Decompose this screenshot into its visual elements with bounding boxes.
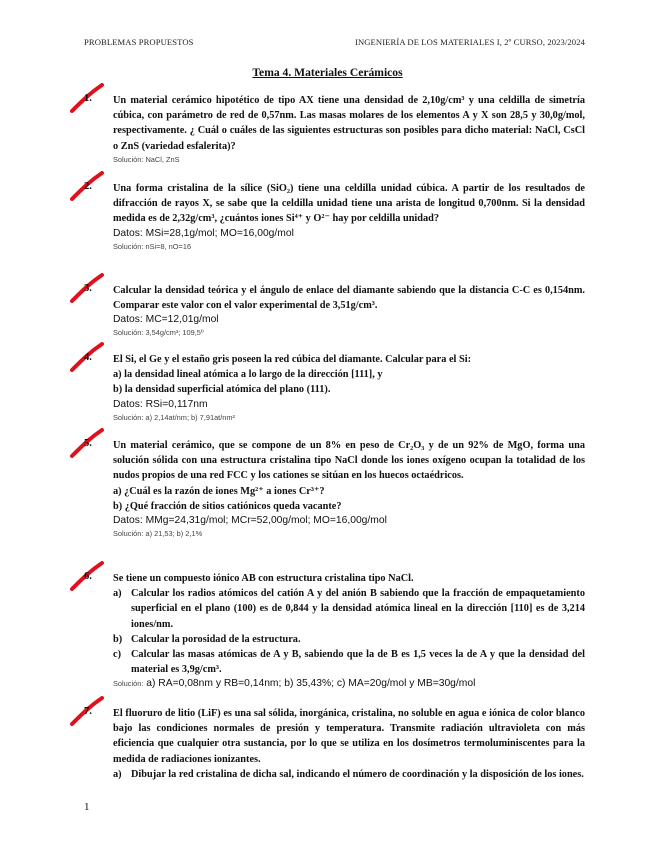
item-letter: b) xyxy=(113,633,123,645)
problem-statement: El fluoruro de litio (LiF) es una sal sólida, inorgánica, cristalina, no soluble en agua e iónica de color blanco bajo las condiciones normales de presión y temperatura. Transmite radiación ultravioleta con más eficiencia que cualquier otra sustancia, por lo que se utiliza en los dosímetros termoluminiscentes para la medida de radiaciones ionizantes. xyxy=(113,708,585,765)
problem-statement: Una forma cristalina de la sílice (SiO₂) tiene una celdilla unidad cúbica. A partir de los resultados de difracción de rayos X, se sabe que la celdilla unidad tiene una arista de longitud 0,700nm. Si la densidad medida es de 2,32g/cm³, ¿cuántos iones Si⁴⁺ y O²⁻ hay por celdilla unidad? xyxy=(113,183,585,225)
data-line: Datos: MSi=28,1g/mol; MO=16,00g/mol xyxy=(113,227,294,239)
data-line: Datos: RSi=0,117nm xyxy=(113,398,208,410)
problem-statement: El Si, el Ge y el estaño gris poseen la red cúbica del diamante. Calcular para el Si: xyxy=(113,354,471,365)
item-text: Dibujar la red cristalina de dicha sal, indicando el número de coordinación y la disposición de los iones. xyxy=(131,768,584,780)
problem-7 xyxy=(84,706,585,782)
problem-number: 5. xyxy=(84,438,92,449)
problem-statement: Un material cerámico, que se compone de un 8% en peso de Cr₂O₃ y de un 92% de MgO, forma una solución sólida con una estructura cristalina tipo NaCl donde los iones oxígeno ocupan la totalidad de los nudos propios de una red FCC y los cationes se sitúan en los huecos octaédricos. xyxy=(113,440,585,482)
problem-item: b) la densidad superficial atómica del plano (111). xyxy=(113,384,331,396)
solution: Solución: NaCl, ZnS xyxy=(113,154,180,164)
problem-item xyxy=(113,647,585,677)
item-letter: c) xyxy=(113,649,121,661)
problem-item xyxy=(113,586,585,632)
item-text: Calcular las masas atómicas de A y B, sabiendo que la de B es 1,5 veces la de A y que la densidad del material es 3,9g/cm³. xyxy=(131,649,585,676)
problem-number: 2. xyxy=(84,181,92,192)
data-line: Datos: MC=12,01g/mol xyxy=(113,314,219,326)
solution: Solución: nSi=8, nO=16 xyxy=(113,241,192,251)
problem-2 xyxy=(84,181,585,253)
page-number: 1 xyxy=(84,801,90,813)
page-title: Tema 4. Materiales Cerámicos xyxy=(252,66,403,79)
data-line: Datos: MMg=24,31g/mol; MCr=52,00g/mol; MO=16,00g/mol xyxy=(113,515,387,527)
problem-3 xyxy=(84,283,585,339)
item-text: Calcular los radios atómicos del catión A y del anión B sabiendo que la fracción de empaquetamiento superficial en el plano (100) es de 0,844 y la densidad atómica lineal en la dirección [110] es de 3,214 iones/nm. xyxy=(131,588,585,630)
problem-number: 4. xyxy=(84,352,92,363)
problem-6 xyxy=(84,571,585,691)
problem-5 xyxy=(84,438,585,540)
problem-4 xyxy=(84,352,585,424)
header-left: PROBLEMAS PROPUESTOS xyxy=(84,37,194,47)
solution: Solución: 3,54g/cm³; 109,5º xyxy=(113,328,204,338)
item-text: Calcular la porosidad de la estructura. xyxy=(131,633,301,645)
problem-number: 7. xyxy=(84,706,92,717)
solution-text: a) RA=0,08nm y RB=0,14nm; b) 35,43%; c) MA=20g/mol y MB=30g/mol xyxy=(146,678,476,690)
problem-item xyxy=(113,632,585,647)
solution: Solución: a) 2,14at/nm; b) 7,91at/nm² xyxy=(113,412,236,422)
problem-item: a) la densidad lineal atómica a lo largo de la dirección [111], y xyxy=(113,369,383,381)
solution xyxy=(113,677,585,691)
solution-label: Solución: xyxy=(113,679,144,689)
problem-number: 6. xyxy=(84,571,92,582)
problem-item xyxy=(113,767,585,782)
problem-1 xyxy=(84,93,585,166)
item-letter: a) xyxy=(113,768,122,780)
problem-number: 3. xyxy=(84,283,92,294)
problem-item: a) ¿Cuál es la razón de iones Mg²⁺ a iones Cr³⁺? xyxy=(113,485,325,497)
problem-statement: Un material cerámico hipotético de tipo AX tiene una densidad de 2,10g/cm³ y una celdilla de simetría cúbica, con parámetro de red de 0,57nm. Las masas molares de los elementos A y X son 28,5 y 30,0g/mol, respectivamente. ¿ Cuál o cuáles de las siguientes estructuras son posibles para dicho material: NaCl, CsCl o ZnS (variedad esfalerita)? xyxy=(113,95,585,152)
problem-item: b) ¿Qué fracción de sitios catiónicos queda vacante? xyxy=(113,500,342,512)
header-right: INGENIERÍA DE LOS MATERIALES I, 2º CURSO, 2023/2024 xyxy=(354,37,585,47)
item-letter: a) xyxy=(113,588,122,600)
problem-number: 1. xyxy=(84,93,92,104)
solution: Solución: a) 21,53; b) 2,1% xyxy=(113,529,203,539)
problem-statement: Calcular la densidad teórica y el ángulo de enlace del diamante sabiendo que la distancia C-C es 0,154nm. Comparar este valor con el valor experimental de 3,51g/cm³. xyxy=(113,285,585,312)
problem-statement: Se tiene un compuesto iónico AB con estructura cristalina tipo NaCl. xyxy=(113,573,414,584)
